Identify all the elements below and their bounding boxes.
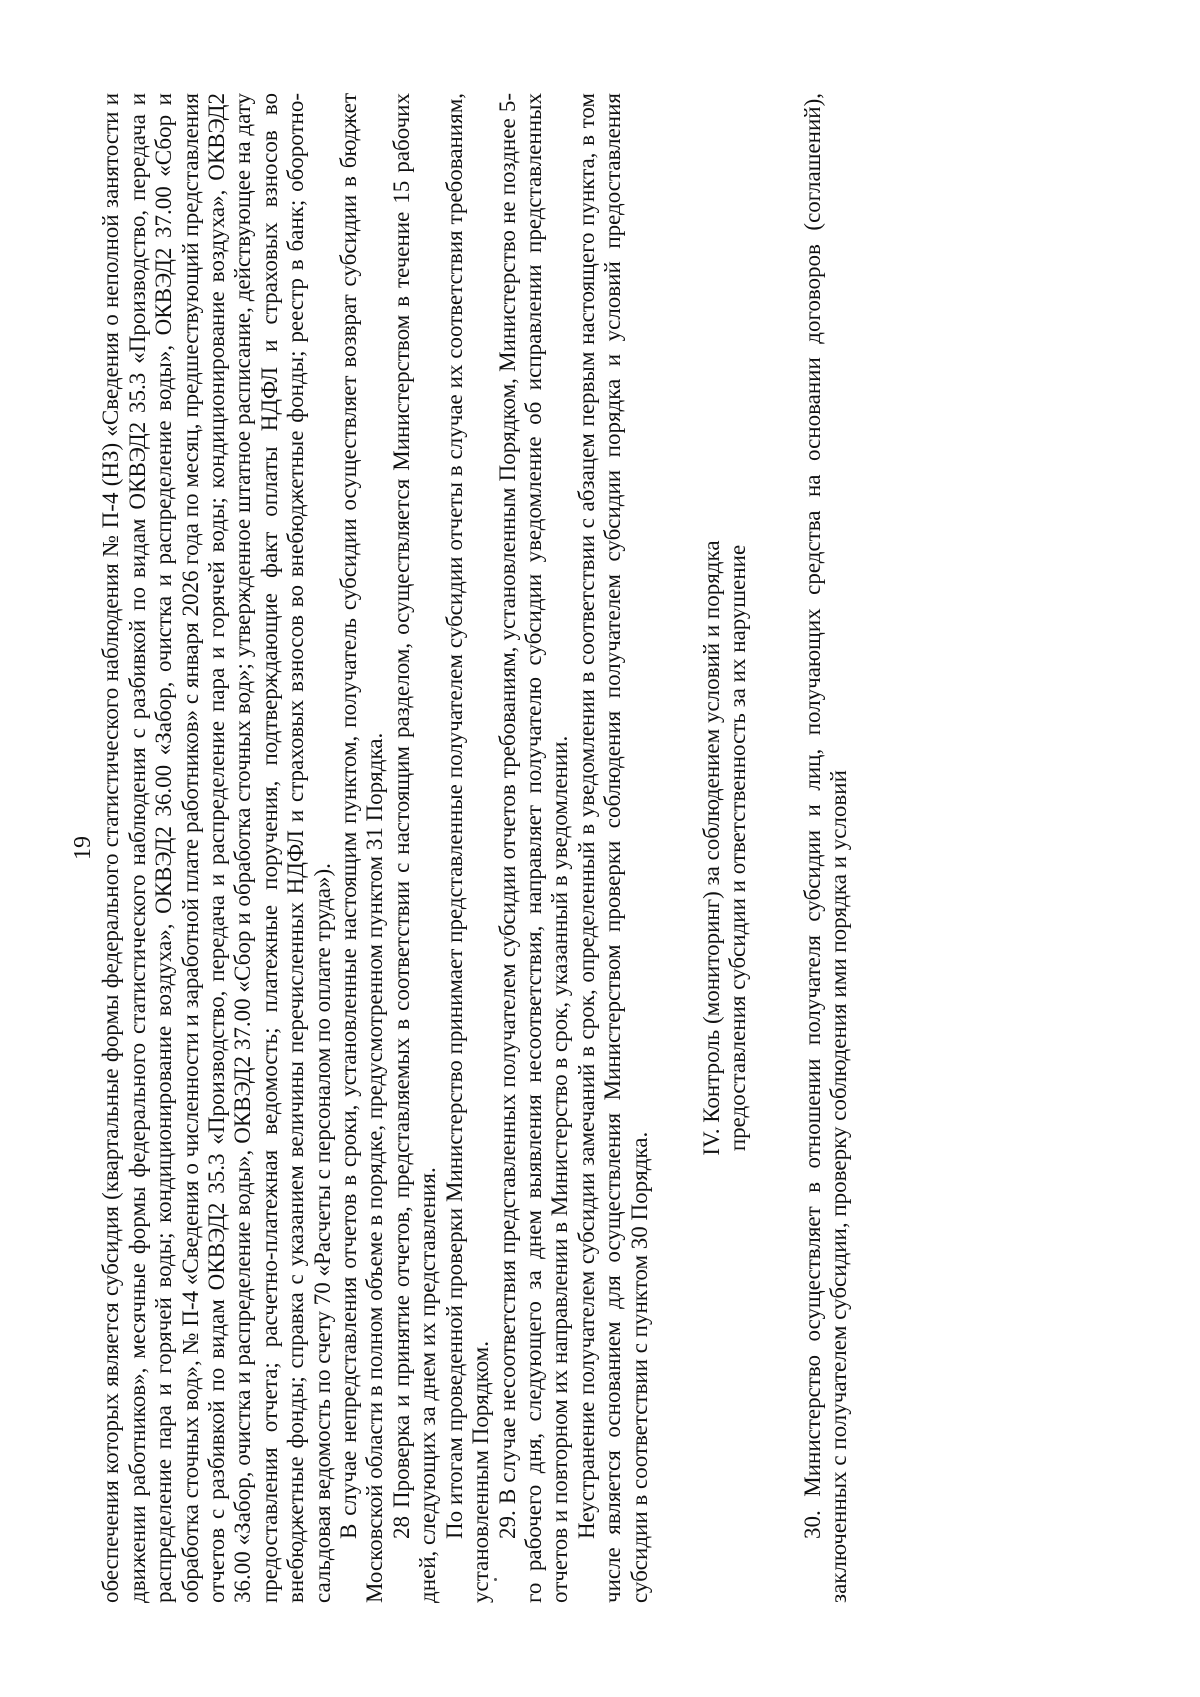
page-number: 19 (70, 836, 96, 860)
document-page (70, 73, 1130, 1623)
paragraph-reporting-forms: обеспечения которых является субсидия (квартальные формы федерального статистического наблюдения № П-4 (НЗ) «Сведения о неполной занятости и движении работников», месячные формы федерального статистического наблюдения с разбивкой по видам ОКВЭД2 35.3 «Производство, передача и распределение пара и горячей воды; кондиционирование воздуха», ОКВЭД2 36.00 «Забор, очистка и распределение воды», ОКВЭД2 37.00 «Сбор и обработка сточных вод», № П-4 «Сведения о численности и заработной плате работников» с января 2026 года по месяц, предшествующий представления отчетов с разбивкой по видам ОКВЭД2 35.3 «Производство, передача и распределение пара и горячей воды; кондиционирование воздуха», ОКВЭД2 36.00 «Забор, очистка и распределение воды», ОКВЭД2 37.00 «Сбор и обработка сточных вод»; утвержденное штатное расписание, действующее на дату предоставления отчета; расчетно-платежная ведомость; платежные поручения, подтверждающие факт оплаты НДФЛ и страховых взносов во внебюджетные фонды; справка с указанием величины перечисленных НДФЛ и страховых взносов во внебюджетные фонды; реестр в банк; оборотно-сальдовая ведомость по счету 70 «Расчеты с персоналом по оплате труда»). (98, 93, 335, 1603)
paragraph-non-elimination: Неустранение получателем субсидии замечаний в срок, определенный в уведомлении в соответствии с абзацем первым настоящего пункта, в том числе является основанием для осуществления Министерством проверки соблюдения получателем субсидии порядка и условий предоставления субсидии в соответствии с пунктом 30 Порядка. (573, 93, 652, 1603)
section-heading-iv (699, 93, 752, 1603)
section-heading-line-1: IV. Контроль (мониторинг) за соблюдением условий и порядка (698, 540, 724, 1156)
paragraph-non-submission: В случае непредставления отчетов в сроки, установленные настоящим пунктом, получатель субсидии осуществляет возврат субсидии в бюджет Московской области в полном объеме в порядке, предусмотренном пунктом 31 Порядка. (336, 93, 388, 1603)
paragraph-29: 29. В случае несоответствия представленных получателем субсидии отчетов требованиям, установленным Порядком, Министерство не позднее 5-го рабочего дня, следующего за днем выявления несоответствия, направляет получателю субсидии уведомление об исправлении представленных отчетов и повторном их направлении в Министерство в срок, указанный в уведомлении. (494, 93, 573, 1603)
paragraph-30: 30. Министерство осуществляет в отношении получателя субсидии и лиц, получающих средства на основании договоров (соглашений), заключенных с получателем субсидии, проверку соблюдения ими порядка и условий (799, 93, 852, 1603)
paragraph-review-results: По итогам проведенной проверки Министерство принимает представленные получателем субсидии отчеты в случае их соответствия требованиям, установленным Порядком. (441, 93, 494, 1603)
paragraph-28: 28 Проверка и принятие отчетов, представляемых в соответствии с настоящим разделом, осуществляется Министерством в течение 15 рабочих дней, следующих за днем их представления. (388, 93, 441, 1603)
section-heading-line-2: предоставления субсидии и ответственность за их нарушение (725, 544, 751, 1152)
